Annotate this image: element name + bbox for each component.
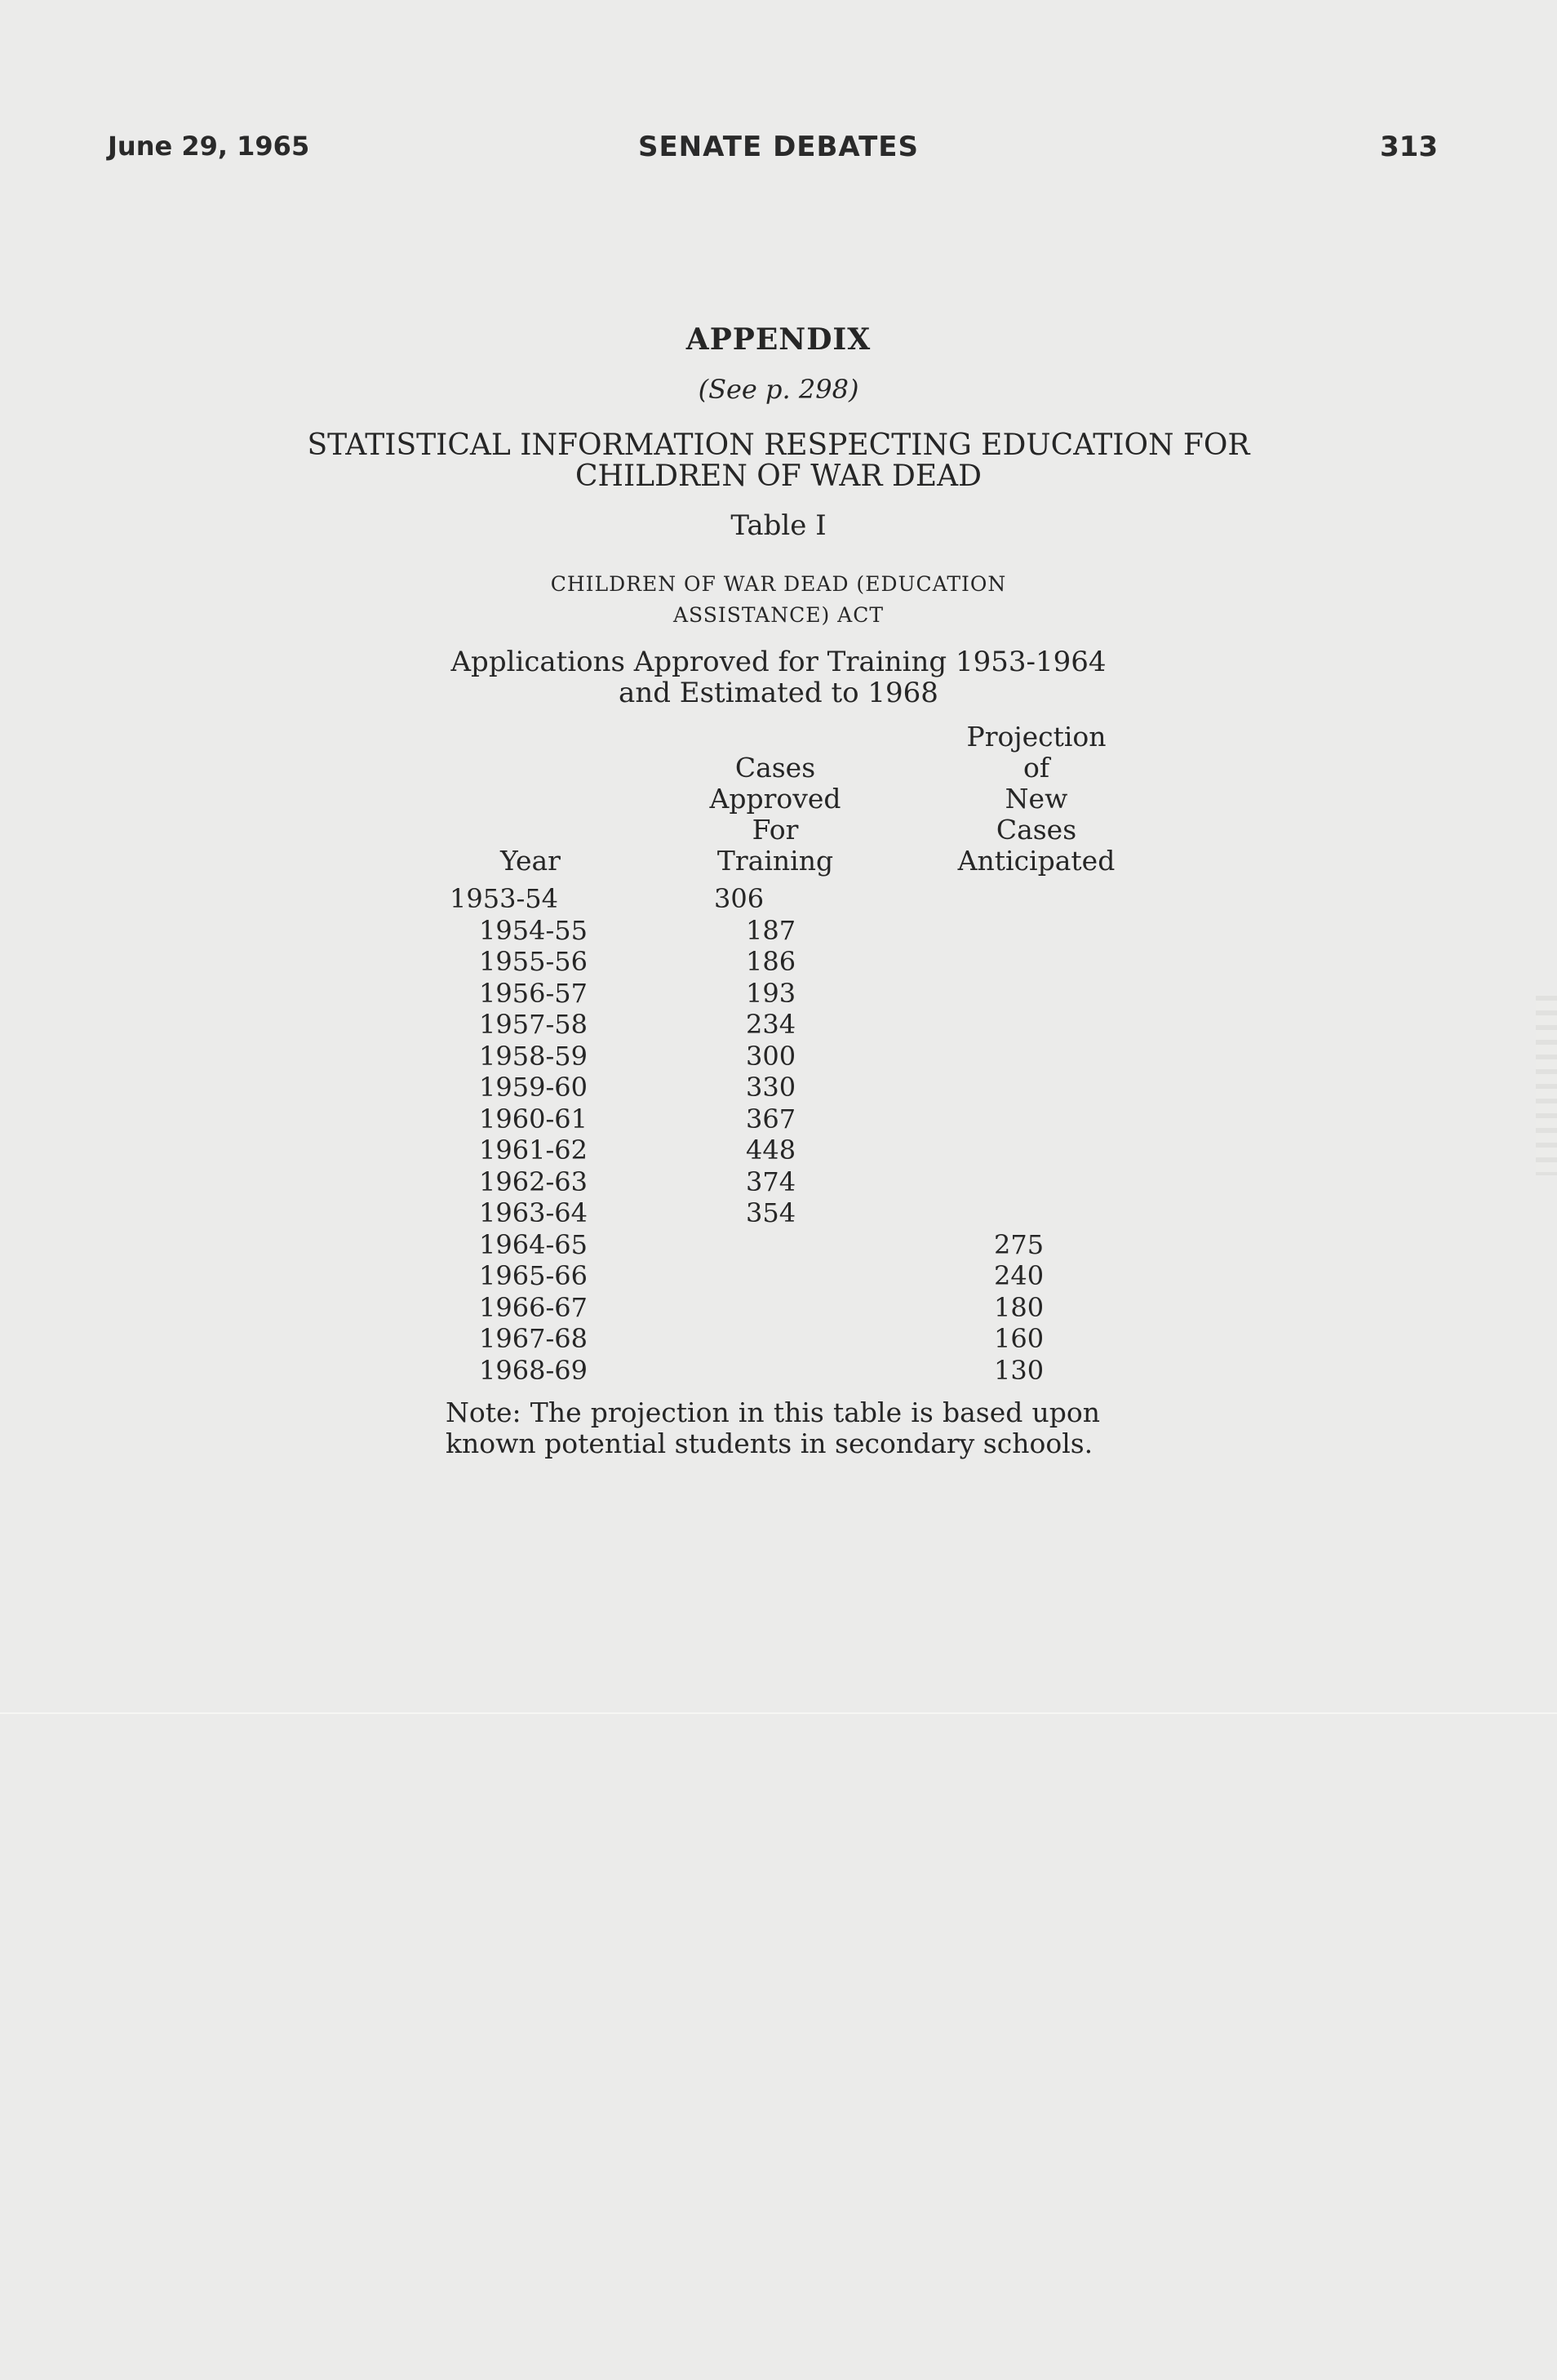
column-header-projection-line: of [1022,752,1050,784]
column-header-projection-line: New [1005,783,1068,815]
table-cell-year: 1962-63 [479,1166,588,1197]
column-header-cases-line: For [752,814,799,846]
column-header-cases-line: Training [716,845,834,877]
table-cell-cases-approved: 300 [746,1040,796,1072]
table-cell-year: 1957-58 [479,1009,588,1040]
table-cell-projection: 275 [994,1228,1045,1260]
table-cell-cases-approved: 354 [746,1197,796,1228]
table-note: Note: The projection in this table is based upon known potential students in secondary schools. [446,1396,1100,1459]
table-label: Table I [730,509,827,542]
table-subtitle-line-1: Applications Approved for Training 1953-1964 [450,646,1107,678]
appendix-heading: APPENDIX [685,322,872,357]
table-cell-projection: 180 [994,1291,1045,1323]
table-cell-year: 1955-56 [479,946,588,977]
table-cell-year: 1960-61 [479,1103,588,1134]
column-header-cases-line: Cases [734,752,816,784]
column-header-cases-approved [661,753,889,877]
header-date: June 29, 1965 [108,131,310,162]
main-title-line-1: STATISTICAL INFORMATION RESPECTING EDUCATION FOR [307,428,1250,462]
table-cell-cases-approved: 306 [714,883,765,914]
main-title-line-2: CHILDREN OF WAR DEAD [575,460,982,493]
table-cell-cases-approved: 186 [746,946,796,977]
table-cell-year: 1964-65 [479,1228,588,1260]
table-cell-year: 1954-55 [479,914,588,946]
table-cell-year: 1958-59 [479,1040,588,1072]
header-title: SENATE DEBATES [637,131,920,163]
table-cell-projection: 160 [994,1323,1045,1354]
table-cell-year: 1963-64 [479,1197,588,1228]
table-subtitle-line-2: and Estimated to 1968 [619,677,938,709]
column-header-year: Year [500,845,561,877]
table-cell-cases-approved: 367 [746,1103,796,1134]
act-title-line-1: CHILDREN OF WAR DEAD (EDUCATION [550,572,1007,596]
table-cell-cases-approved: 448 [746,1134,796,1166]
column-header-projection-line: Anticipated [957,845,1116,877]
table-cell-year: 1968-69 [479,1354,588,1386]
table-cell-year: 1965-66 [479,1260,588,1291]
column-header-projection-line: Cases [996,814,1077,846]
table-cell-year: 1966-67 [479,1291,588,1323]
see-page-reference: (See p. 298) [698,374,859,405]
table-cell-year: 1956-57 [479,977,588,1009]
table-cell-year: 1967-68 [479,1323,588,1354]
table-cell-cases-approved: 330 [746,1072,796,1103]
column-header-projection [914,722,1159,877]
table-cell-cases-approved: 374 [746,1166,796,1197]
table-cell-projection: 130 [994,1354,1045,1386]
table-cell-cases-approved: 193 [746,977,796,1009]
column-header-projection-line: Projection [966,721,1107,753]
header-page-number: 313 [1380,131,1438,163]
table-cell-year: 1961-62 [479,1134,588,1166]
table-cell-projection: 240 [994,1260,1045,1291]
table-cell-year: 1953-54 [450,883,558,914]
table-cell-year: 1959-60 [479,1072,588,1103]
act-title-line-2: ASSISTANCE) ACT [672,603,885,627]
table-cell-cases-approved: 187 [746,914,796,946]
table-cell-cases-approved: 234 [746,1009,796,1040]
column-header-cases-line: Approved [709,783,841,815]
